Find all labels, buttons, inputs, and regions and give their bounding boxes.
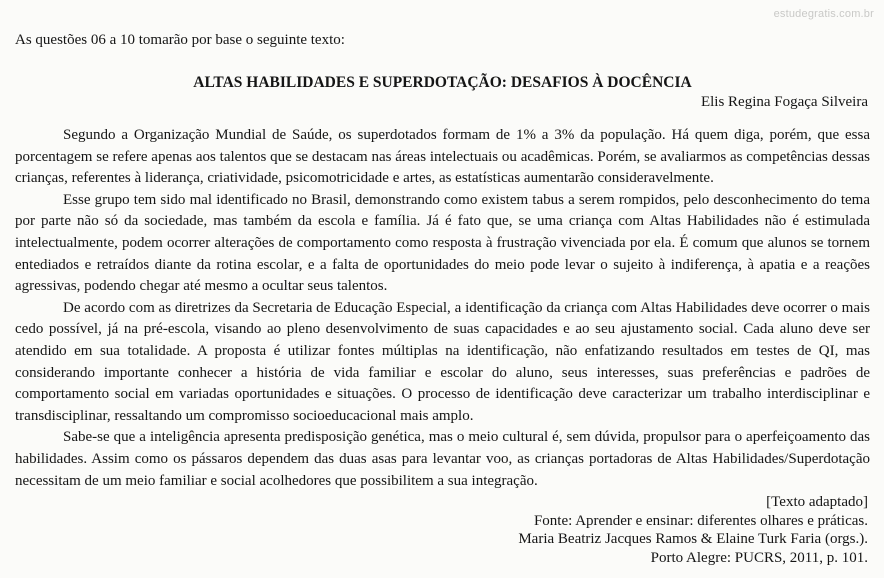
- credit-line-organizers: Maria Beatriz Jacques Ramos & Elaine Turk Faria (orgs.).: [518, 531, 868, 548]
- article-title: ALTAS HABILIDADES E SUPERDOTAÇÃO: DESAFIOS À DOCÊNCIA: [193, 74, 692, 91]
- article-paragraph: De acordo com as diretrizes da Secretaria de Educação Especial, a identificação da criança com Altas Habilidades deve ocorrer o mais cedo possível, já na pré-escola, visando ao pleno desenvolvimento de suas capacidades e ao seu ajustamento social. Cada aluno deve ser atendido em sua totalidade. A proposta é utilizar fontes múltiplas na identificação, não enfatizando resultados em testes de QI, mas considerando importante conhecer a história de vida familiar e escolar do aluno, seus interesses, suas preferências e padrões de comportamento social em variadas oportunidades e situações. O processo de identificação deve caracterizar um trabalho interdisciplinar e transdisciplinar, ressaltando um compromisso socioeducacional mais amplo.: [15, 299, 870, 424]
- credit-line-source: Fonte: Aprender e ensinar: diferentes olhares e práticas.: [533, 512, 868, 529]
- article-paragraph: Esse grupo tem sido mal identificado no Brasil, demonstrando como existem tabus a serem rompidos, pelo desconhecimento do tema por parte não só da sociedade, mas também da escola e família. Já é fato que, se uma criança com Altas Habilidades não é estimulada intelectualmente, podem ocorrer alterações de comportamento como resposta à frustração vivenciada por ela. É comum que alunos se tornem entediados e retraídos diante da rotina escolar, e a falta de oportunidades do meio pode levar o sujeito à indiferença, à apatia e a reações agressivas, podendo chegar até mesmo a ocultar seus talentos.: [15, 191, 870, 295]
- watermark-text: estudegratis.com.br: [773, 8, 874, 20]
- article-paragraph: Sabe-se que a inteligência apresenta predisposição genética, mas o meio cultural é, sem dúvida, propulsor para o aperfeiçoamento das habilidades. Assim como os pássaros dependem das duas asas para levantar voo, as crianças portadoras de Altas Habilidades/Superdotação necessitam de um meio familiar e social acolhedores que possibilitem a sua integração.: [15, 429, 870, 489]
- article-paragraph: Segundo a Organização Mundial de Saúde, os superdotados formam de 1% a 3% da população. Há quem diga, porém, que essa porcentagem se refere apenas aos talentos que se destacam nas áreas intelectuais ou acadêmicas. Porém, se avaliarmos as competências dessas crianças, referentes à liderança, criatividade, psicomotricidade e artes, as estatísticas aumentarão consideravelmente.: [15, 127, 870, 187]
- article-body: [15, 125, 870, 492]
- credit-line-adapted-note: [Texto adaptado]: [766, 494, 868, 511]
- credit-line-publisher: Porto Alegre: PUCRS, 2011, p. 101.: [650, 549, 868, 566]
- article-author: Elis Regina Fogaça Silveira: [700, 94, 868, 110]
- exam-instruction: As questões 06 a 10 tomarão por base o seguinte texto:: [15, 32, 345, 48]
- source-credits: [15, 493, 870, 567]
